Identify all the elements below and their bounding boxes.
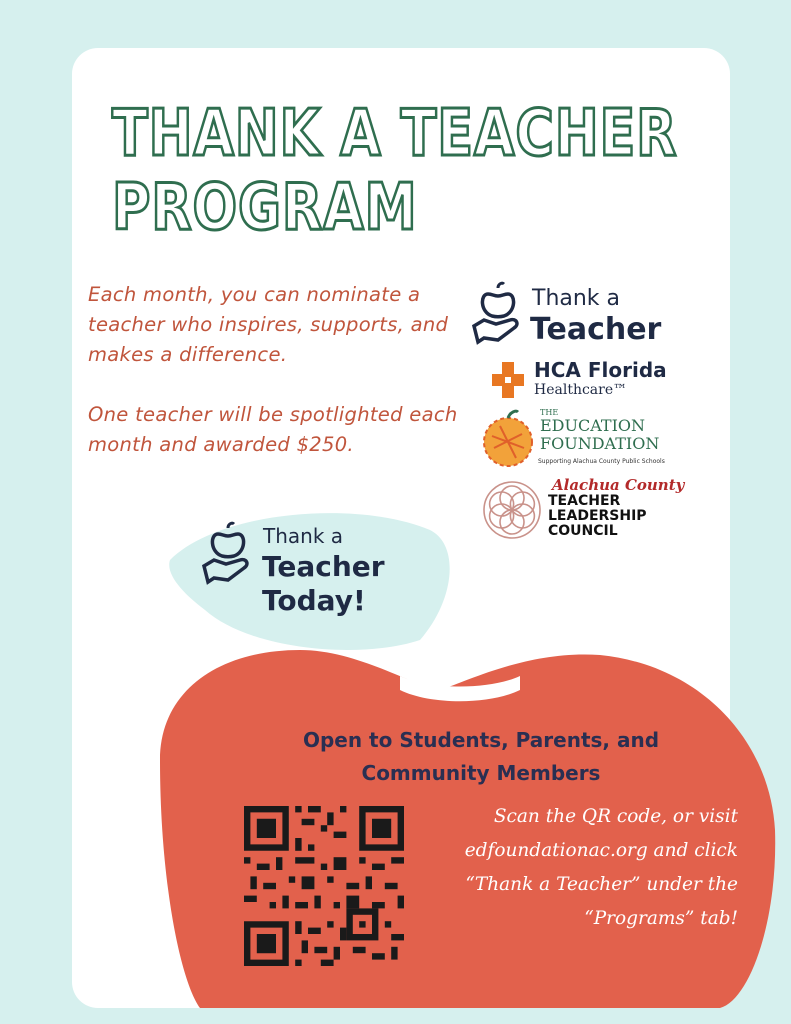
edf-tagline: Supporting Alachua County Public Schools: [538, 458, 665, 465]
logo-teacher: Teacher: [530, 312, 662, 347]
hca-sub: Healthcare™: [534, 382, 628, 398]
hca-cross-icon: [490, 360, 526, 400]
tlc-line-2: LEADERSHIP: [548, 508, 647, 524]
teacher-leadership-council-logo: [480, 476, 700, 546]
edf-line-2: FOUNDATION: [540, 434, 660, 453]
title-line-1: THANK A TEACHER: [112, 97, 678, 171]
apple-heading: Open to Students, Parents, and Community Members: [302, 728, 660, 785]
tlc-line-3: COUNCIL: [548, 523, 618, 539]
education-foundation-logo: [478, 408, 700, 472]
page-title: [112, 97, 678, 245]
intro-paragraph-2: One teacher will be spotlighted each month and awarded $250.: [88, 403, 458, 456]
leaf-today: Today!: [262, 584, 366, 617]
tlc-county: Alachua County: [552, 476, 685, 494]
thank-a-teacher-logo: [470, 280, 700, 350]
leaf-logo: [200, 518, 430, 628]
mandala-icon: [480, 478, 544, 542]
intro-text: [88, 280, 478, 490]
title-line-2: PROGRAM: [112, 171, 418, 245]
logo-thank-a: Thank a: [532, 286, 621, 311]
scan-instructions: Scan the QR code, or visit edfoundationac.org and click “Thank a Teacher” under the “Programs” tab!: [464, 806, 738, 929]
qr-code-icon[interactable]: [244, 806, 404, 966]
apple-hand-icon: [470, 280, 530, 350]
tlc-line-1: TEACHER: [548, 493, 621, 509]
edf-the: THE: [540, 408, 559, 417]
edf-line-1: EDUCATION: [540, 416, 646, 435]
orange-sketch-icon: [478, 408, 538, 468]
hca-name: HCA Florida: [534, 358, 667, 382]
apple-stem: [450, 545, 465, 690]
intro-paragraph-1: Each month, you can nominate a teacher who inspires, supports, and makes a difference.: [88, 283, 449, 366]
apple-hand-icon: [200, 520, 260, 590]
leaf-teacher: Teacher: [262, 550, 385, 583]
hca-logo: [490, 358, 700, 404]
leaf-thank-a: Thank a: [263, 524, 344, 548]
